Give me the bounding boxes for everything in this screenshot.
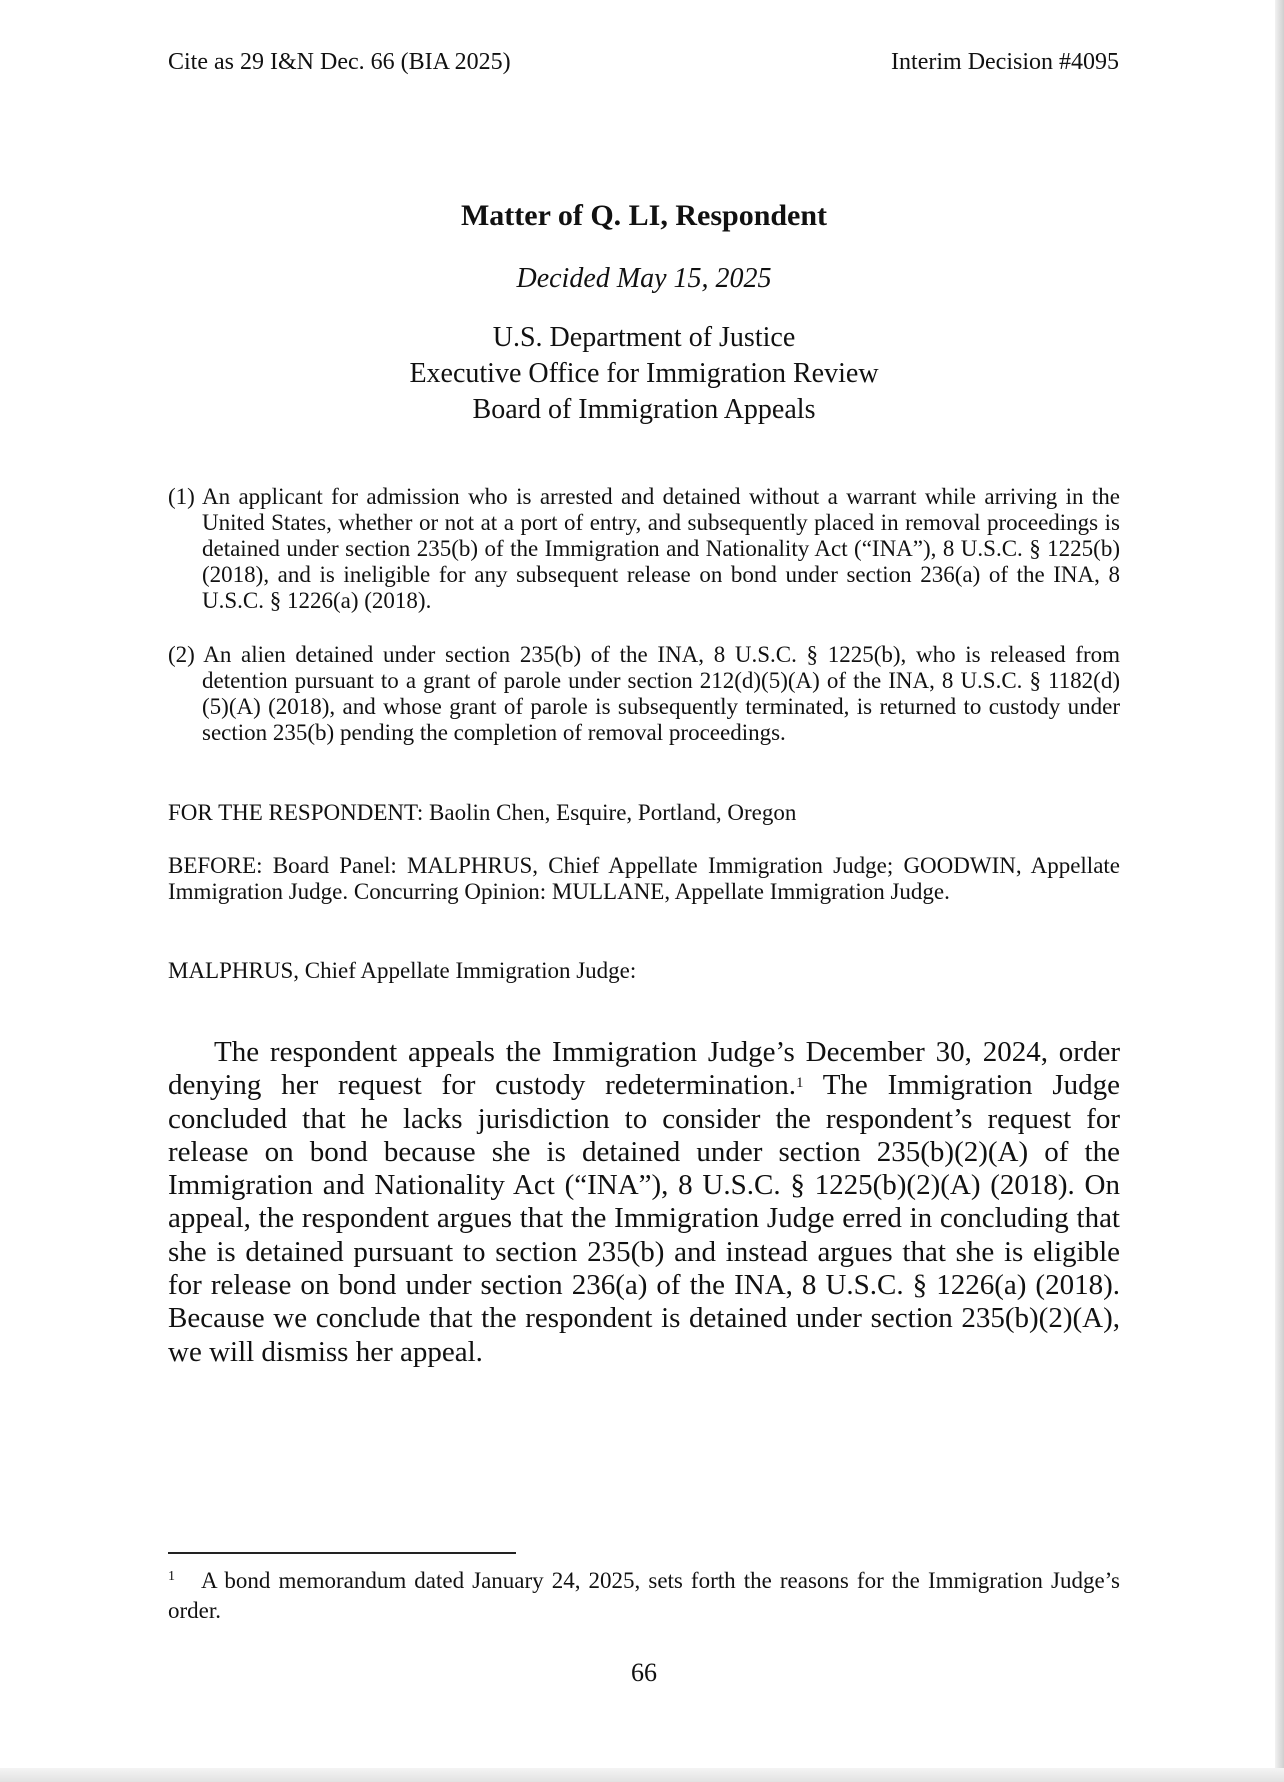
footnote-reference[interactable]: 1 [795,1075,804,1092]
citation-header: Cite as 29 I&N Dec. 66 (BIA 2025) [168,49,511,75]
body-text-part-2: The Immigration Judge concluded that he lacks jurisdiction to consider the respondent’s request for release on bond because she is detained under section 235(b)(2)(A) of the Immigration and Nationality Act (“INA”), 8 U.S.C. § 1225(b)(2)(A) (2018). On appeal, the respondent argues that the Immigration Judge erred in concluding that she is detained pursuant to section 235(b) and instead argues that she is eligible for release on bond under section 236(a) of the INA, 8 U.S.C. § 1226(a) (2018). Because we conclude that the respondent is detained under section 235(b)(2)(A), we will dismiss her appeal. [168,1069,1120,1368]
opinion-body-paragraph [168,1036,1120,1369]
footnote-divider [168,1552,516,1554]
body-text-part-1: The respondent appeals the Immigration Judge’s December 30, 2024, order denying her request for custody redetermination. [168,1036,1120,1102]
headnote-1: (1) An applicant for admission who is arrested and detained without a warrant while arriving in the United States, whether or not at a port of entry, and subsequently placed in removal proceedings is detained under section 235(b) of the Immigration and Nationality Act (“INA”), 8 U.S.C. § 1225(b) (2018), and is ineligible for any subsequent release on bond under section 236(a) of the INA, 8 U.S.C. § 1226(a) (2018). [168,484,1120,613]
decision-date: Decided May 15, 2025 [516,263,772,294]
headnote-2: (2) An alien detained under section 235(b) of the INA, 8 U.S.C. § 1225(b), who is released from detention pursuant to a grant of parole under section 212(d)(5)(A) of the INA, 8 U.S.C. § 1182(d)(5)(A) (2018), and whose grant of parole is subsequently terminated, is returned to custody under section 235(b) pending the completion of removal proceedings. [168,642,1120,745]
panel-before: BEFORE: Board Panel: MALPHRUS, Chief Appellate Immigration Judge; GOODWIN, Appellate Immigration Judge. Concurring Opinion: MULLANE, Appellate Immigration Judge. [168,853,1120,904]
opinion-author: MALPHRUS, Chief Appellate Immigration Judge: [168,958,637,983]
agency-block [168,320,1120,428]
interim-decision-header: Interim Decision #4095 [891,49,1119,75]
footnote-text: A bond memorandum dated January 24, 2025, sets forth the reasons for the Immigration Judge’s order. [168,1568,1120,1623]
page-edge-shadow-bottom [0,1768,1284,1782]
page-number: 66 [631,1658,657,1687]
footnote [168,1566,1120,1626]
agency-line-doj: U.S. Department of Justice [492,322,796,353]
case-title: Matter of Q. LI, Respondent [460,199,828,232]
agency-line-bia: Board of Immigration Appeals [472,394,816,425]
agency-line-eoir: Executive Office for Immigration Review [409,358,879,389]
footnote-number: 1 [168,1569,175,1584]
page-edge-shadow-right [1275,0,1284,1782]
counsel-for-respondent: FOR THE RESPONDENT: Baolin Chen, Esquire, Portland, Oregon [168,800,797,825]
